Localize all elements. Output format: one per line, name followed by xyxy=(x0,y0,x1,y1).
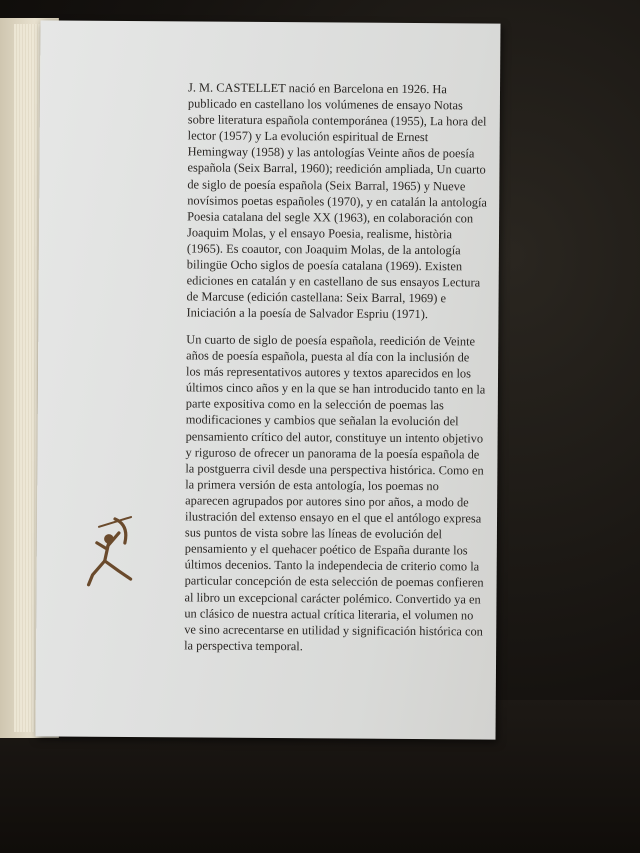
book-description xyxy=(184,331,486,655)
author-bio xyxy=(186,79,488,322)
book-description-text: Un cuarto de siglo de poesía española, reedición de Veinte años de poesía española, puesta al día con la inclusión de los más representativos autores y textos aparecidos en los últimos cinco años y en la que se han introducido tanto en la parte expositiva como en la selección de poemas las modificaciones y cambios que señalan la evolución del pensamiento crítico del autor, constituye un intento objetivo y riguroso de ofrecer un panorama de la poesía española de la postguerra civil desde una perspectiva histórica. Como en la primera versión de esta antología, los poemas no aparecen agrupados por autores sino por años, a modo de ilustración del extenso ensayo en el que el antólogo expresa sus puntos de vista sobre las líneas de evolución del pensamiento y el quehacer poético de España durante los últimos decenios. Tanto la independecia de criterio como la particular concepción de esta selección de poemas confieren al libro un excepcional carácter polémico. Convertido ya en un clásico de nuestra actual crítica literaria, el volumen no ve sino acrecentarse en utilidad y significación histórica con la perspectiva temporal. xyxy=(184,332,486,654)
book-page xyxy=(36,20,501,739)
author-bio-text: J. M. CASTELLET nació en Barcelona en 1926. Ha publicado en castellano los volúmenes de ensayo Notas sobre literatura española contemporánea (1955), La hora del lector (1957) y La evolución espiritual de Ernest Hemingway (1958) y las antologías Veinte años de poesía española (Seix Barral, 1960); reedición ampliada, Un cuarto de siglo de poesía española (Seix Barral, 1965) y Nueve novísimos poetas españoles (1970), y en catalán la antología Poesia catalana del segle XX (1963), en colaboración con Joaquim Molas, y el ensayo Poesia, realisme, història (1965). Es coautor, con Joaquim Molas, de la antología bilingüe Ocho siglos de poesía catalana (1969). Existen ediciones en catalán y en castellano de sus ensayos Lectura de Marcuse (edición castellana: Seix Barral, 1969) e Iniciación a la poesía de Salvador Espriu (1971). xyxy=(186,80,488,322)
archer-figure-icon xyxy=(84,509,141,595)
